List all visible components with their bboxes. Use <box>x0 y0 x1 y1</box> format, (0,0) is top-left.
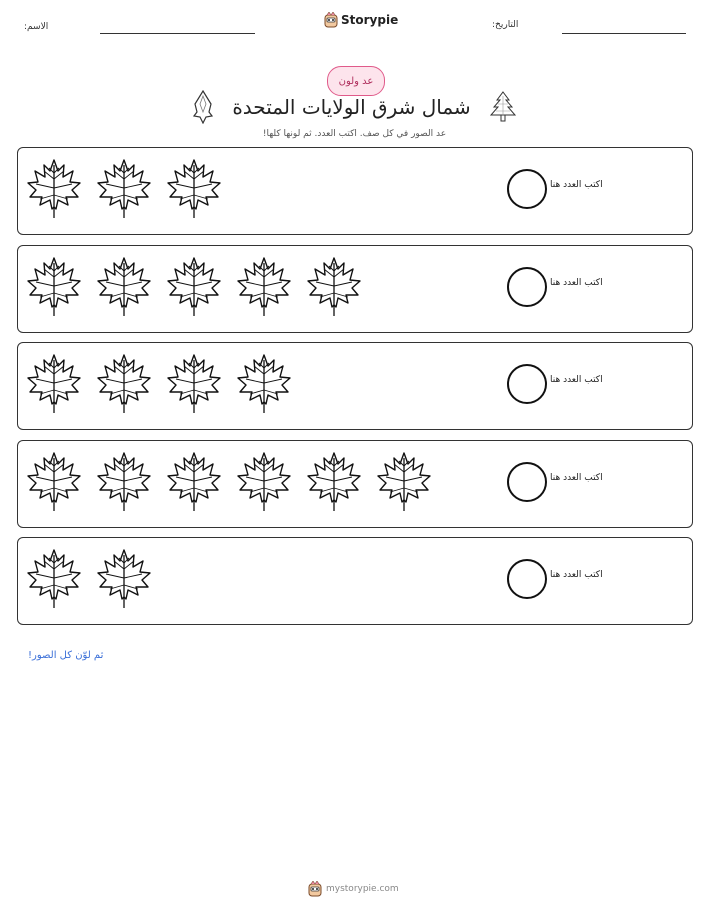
leaf-group <box>26 352 292 416</box>
counting-row <box>17 245 693 333</box>
maple-leaf-icon[interactable] <box>26 157 82 221</box>
maple-leaf-icon[interactable] <box>96 547 152 611</box>
footer-url[interactable]: mystorypie.com <box>326 884 399 894</box>
counting-row <box>17 342 693 430</box>
counting-row <box>17 440 693 528</box>
answer-label: اكتب العدد هنا <box>550 180 603 190</box>
maple-leaf-icon[interactable] <box>26 352 82 416</box>
maple-leaf-icon[interactable] <box>166 450 222 514</box>
maple-leaf-icon[interactable] <box>306 255 362 319</box>
maple-leaf-icon[interactable] <box>166 157 222 221</box>
answer-label: اكتب العدد هنا <box>550 570 603 580</box>
leaf-group <box>26 255 362 319</box>
maple-leaf-icon[interactable] <box>96 352 152 416</box>
leaf-group <box>26 547 152 611</box>
maple-leaf-icon[interactable] <box>236 450 292 514</box>
page-title: شمال شرق الولايات المتحدة <box>232 95 471 119</box>
maple-leaf-icon[interactable] <box>26 450 82 514</box>
maple-leaf-icon[interactable] <box>306 450 362 514</box>
brand <box>324 12 398 28</box>
maple-leaf-icon[interactable] <box>376 450 432 514</box>
answer-label: اكتب العدد هنا <box>550 473 603 483</box>
maple-leaf-icon[interactable] <box>236 255 292 319</box>
brand-name: Storypie <box>341 13 399 27</box>
storypie-mascot-icon <box>308 881 322 897</box>
answer-circle[interactable] <box>507 559 547 599</box>
answer-circle[interactable] <box>507 267 547 307</box>
date-line[interactable] <box>562 33 686 34</box>
instructions: عد الصور في كل صف. اكتب العدد. ثم لونها كلها! <box>262 129 447 139</box>
name-label: الاسم: <box>24 22 49 32</box>
answer-circle[interactable] <box>507 462 547 502</box>
maple-leaf-icon[interactable] <box>26 255 82 319</box>
maple-leaf-icon[interactable] <box>26 547 82 611</box>
maple-leaf-icon[interactable] <box>166 255 222 319</box>
maple-leaf-icon[interactable] <box>96 255 152 319</box>
footer-brand <box>308 881 399 897</box>
coloring-note: ثم لوّن كل الصور! <box>28 650 104 661</box>
counting-row <box>17 537 693 625</box>
arrowhead-icon <box>192 90 214 124</box>
answer-label: اكتب العدد هنا <box>550 375 603 385</box>
title-row <box>0 90 709 124</box>
counting-row <box>17 147 693 235</box>
answer-label: اكتب العدد هنا <box>550 278 603 288</box>
answer-circle[interactable] <box>507 169 547 209</box>
storypie-mascot-icon <box>324 12 338 28</box>
maple-leaf-icon[interactable] <box>166 352 222 416</box>
leaf-group <box>26 157 222 221</box>
date-label: التاريخ: <box>492 20 519 30</box>
pine-tree-icon <box>489 90 517 124</box>
name-line[interactable] <box>100 33 255 34</box>
maple-leaf-icon[interactable] <box>236 352 292 416</box>
leaf-group <box>26 450 432 514</box>
answer-circle[interactable] <box>507 364 547 404</box>
activity-badge: عد ولون <box>327 66 385 96</box>
maple-leaf-icon[interactable] <box>96 157 152 221</box>
maple-leaf-icon[interactable] <box>96 450 152 514</box>
